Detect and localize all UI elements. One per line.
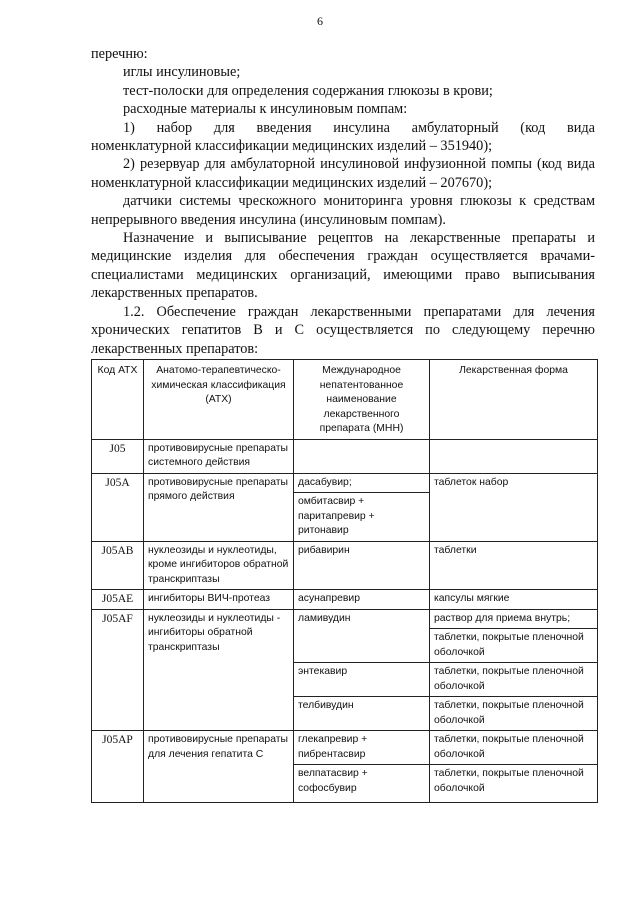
list-item: тест-полоски для определения содержания глюкозы в крови;	[123, 82, 493, 99]
inn-cell: ламивудин	[294, 609, 430, 663]
paragraph: 1) набор для введения инсулина амбулаторный (код вида	[123, 119, 595, 136]
paragraph: Назначение и выписывание рецептов на лекарственные препараты и медицинские изделия для обеспечения граждан осуществляется врачами-специалистами медицинских организаций, имеющими право выписывания лекарственных препаратов.	[91, 230, 595, 302]
atx-code: J05AP	[92, 731, 144, 803]
atx-code: J05A	[92, 473, 144, 541]
atx-class: нуклеозиды и нуклеотиды - ингибиторы обратной транскриптазы	[144, 609, 294, 731]
header-form: Лекарственная форма	[430, 360, 598, 440]
form-cell: таблетки, покрытые пленочной оболочкой	[430, 663, 598, 697]
form-cell: таблетки	[430, 541, 598, 590]
form-cell: раствор для приема внутрь;	[430, 609, 598, 629]
inn-cell: велпатасвир + софосбувир	[294, 765, 430, 799]
table-row	[92, 609, 598, 629]
inn-cell	[294, 439, 430, 473]
atx-class: нуклеозиды и нуклеотиды, кроме ингибиторов обратной транскриптазы	[144, 541, 294, 590]
inn-cell: омбитасвир + паритапревир + ритонавир	[294, 493, 430, 542]
form-cell: капсулы мягкие	[430, 590, 598, 610]
form-cell: таблетки, покрытые пленочной оболочкой	[430, 731, 598, 765]
atx-class: противовирусные препараты прямого действия	[144, 473, 294, 541]
inn-cell: дасабувир;	[294, 473, 430, 493]
header-inn: Международное непатентованное наименование лекарственного препарата (МНН)	[294, 360, 430, 440]
body-text	[91, 45, 595, 358]
atx-code: J05AB	[92, 541, 144, 590]
header-code: Код АТХ	[92, 360, 144, 440]
table-row	[92, 473, 598, 493]
header-class: Анатомо-терапевтическо-химическая классификация (АТХ)	[144, 360, 294, 440]
paragraph: 2) резервуар для амбулаторной инсулиновой инфузионной помпы (код вида номенклатурной классификации медицинских изделий – 207670);	[91, 156, 595, 191]
atx-code: J05AF	[92, 609, 144, 731]
table-header-row	[92, 360, 598, 440]
page-number: 6	[317, 14, 323, 28]
paragraph: датчики системы чрескожного мониторинга уровня глюкозы к средствам непрерывного введения инсулина (инсулиновым помпам).	[91, 193, 595, 228]
list-item: расходные материалы к инсулиновым помпам:	[123, 101, 408, 118]
inn-cell: энтекавир	[294, 663, 430, 697]
table-row	[92, 541, 598, 590]
form-cell: таблеток набор	[430, 473, 598, 541]
table-row	[92, 590, 598, 610]
atx-class: ингибиторы ВИЧ-протеаз	[144, 590, 294, 610]
paragraph: номенклатурной классификации медицинских изделий – 351940);	[91, 138, 493, 155]
table-row	[92, 731, 598, 765]
inn-cell: телбивудин	[294, 697, 430, 731]
form-cell	[430, 439, 598, 473]
table-row	[92, 439, 598, 473]
form-cell	[430, 798, 598, 803]
form-cell: таблетки, покрытые пленочной оболочкой	[430, 765, 598, 799]
atx-code: J05AE	[92, 590, 144, 610]
atx-code: J05	[92, 439, 144, 473]
form-cell: таблетки, покрытые пленочной оболочкой	[430, 697, 598, 731]
inn-cell: глекапревир + пибрентасвир	[294, 731, 430, 765]
paragraph: перечню:	[91, 46, 148, 62]
inn-cell: рибавирин	[294, 541, 430, 590]
drug-table	[91, 359, 598, 803]
form-cell: таблетки, покрытые пленочной оболочкой	[430, 629, 598, 663]
list-item: иглы инсулиновые;	[123, 64, 241, 81]
atx-class: противовирусные препараты для лечения гепатита С	[144, 731, 294, 803]
inn-cell	[294, 798, 430, 803]
inn-cell: асунапревир	[294, 590, 430, 610]
atx-class: противовирусные препараты системного действия	[144, 439, 294, 473]
paragraph: 1.2. Обеспечение граждан лекарственными препаратами для лечения хронических гепатитов В и С осуществляется по следующему перечню лекарственных препаратов:	[91, 303, 595, 357]
